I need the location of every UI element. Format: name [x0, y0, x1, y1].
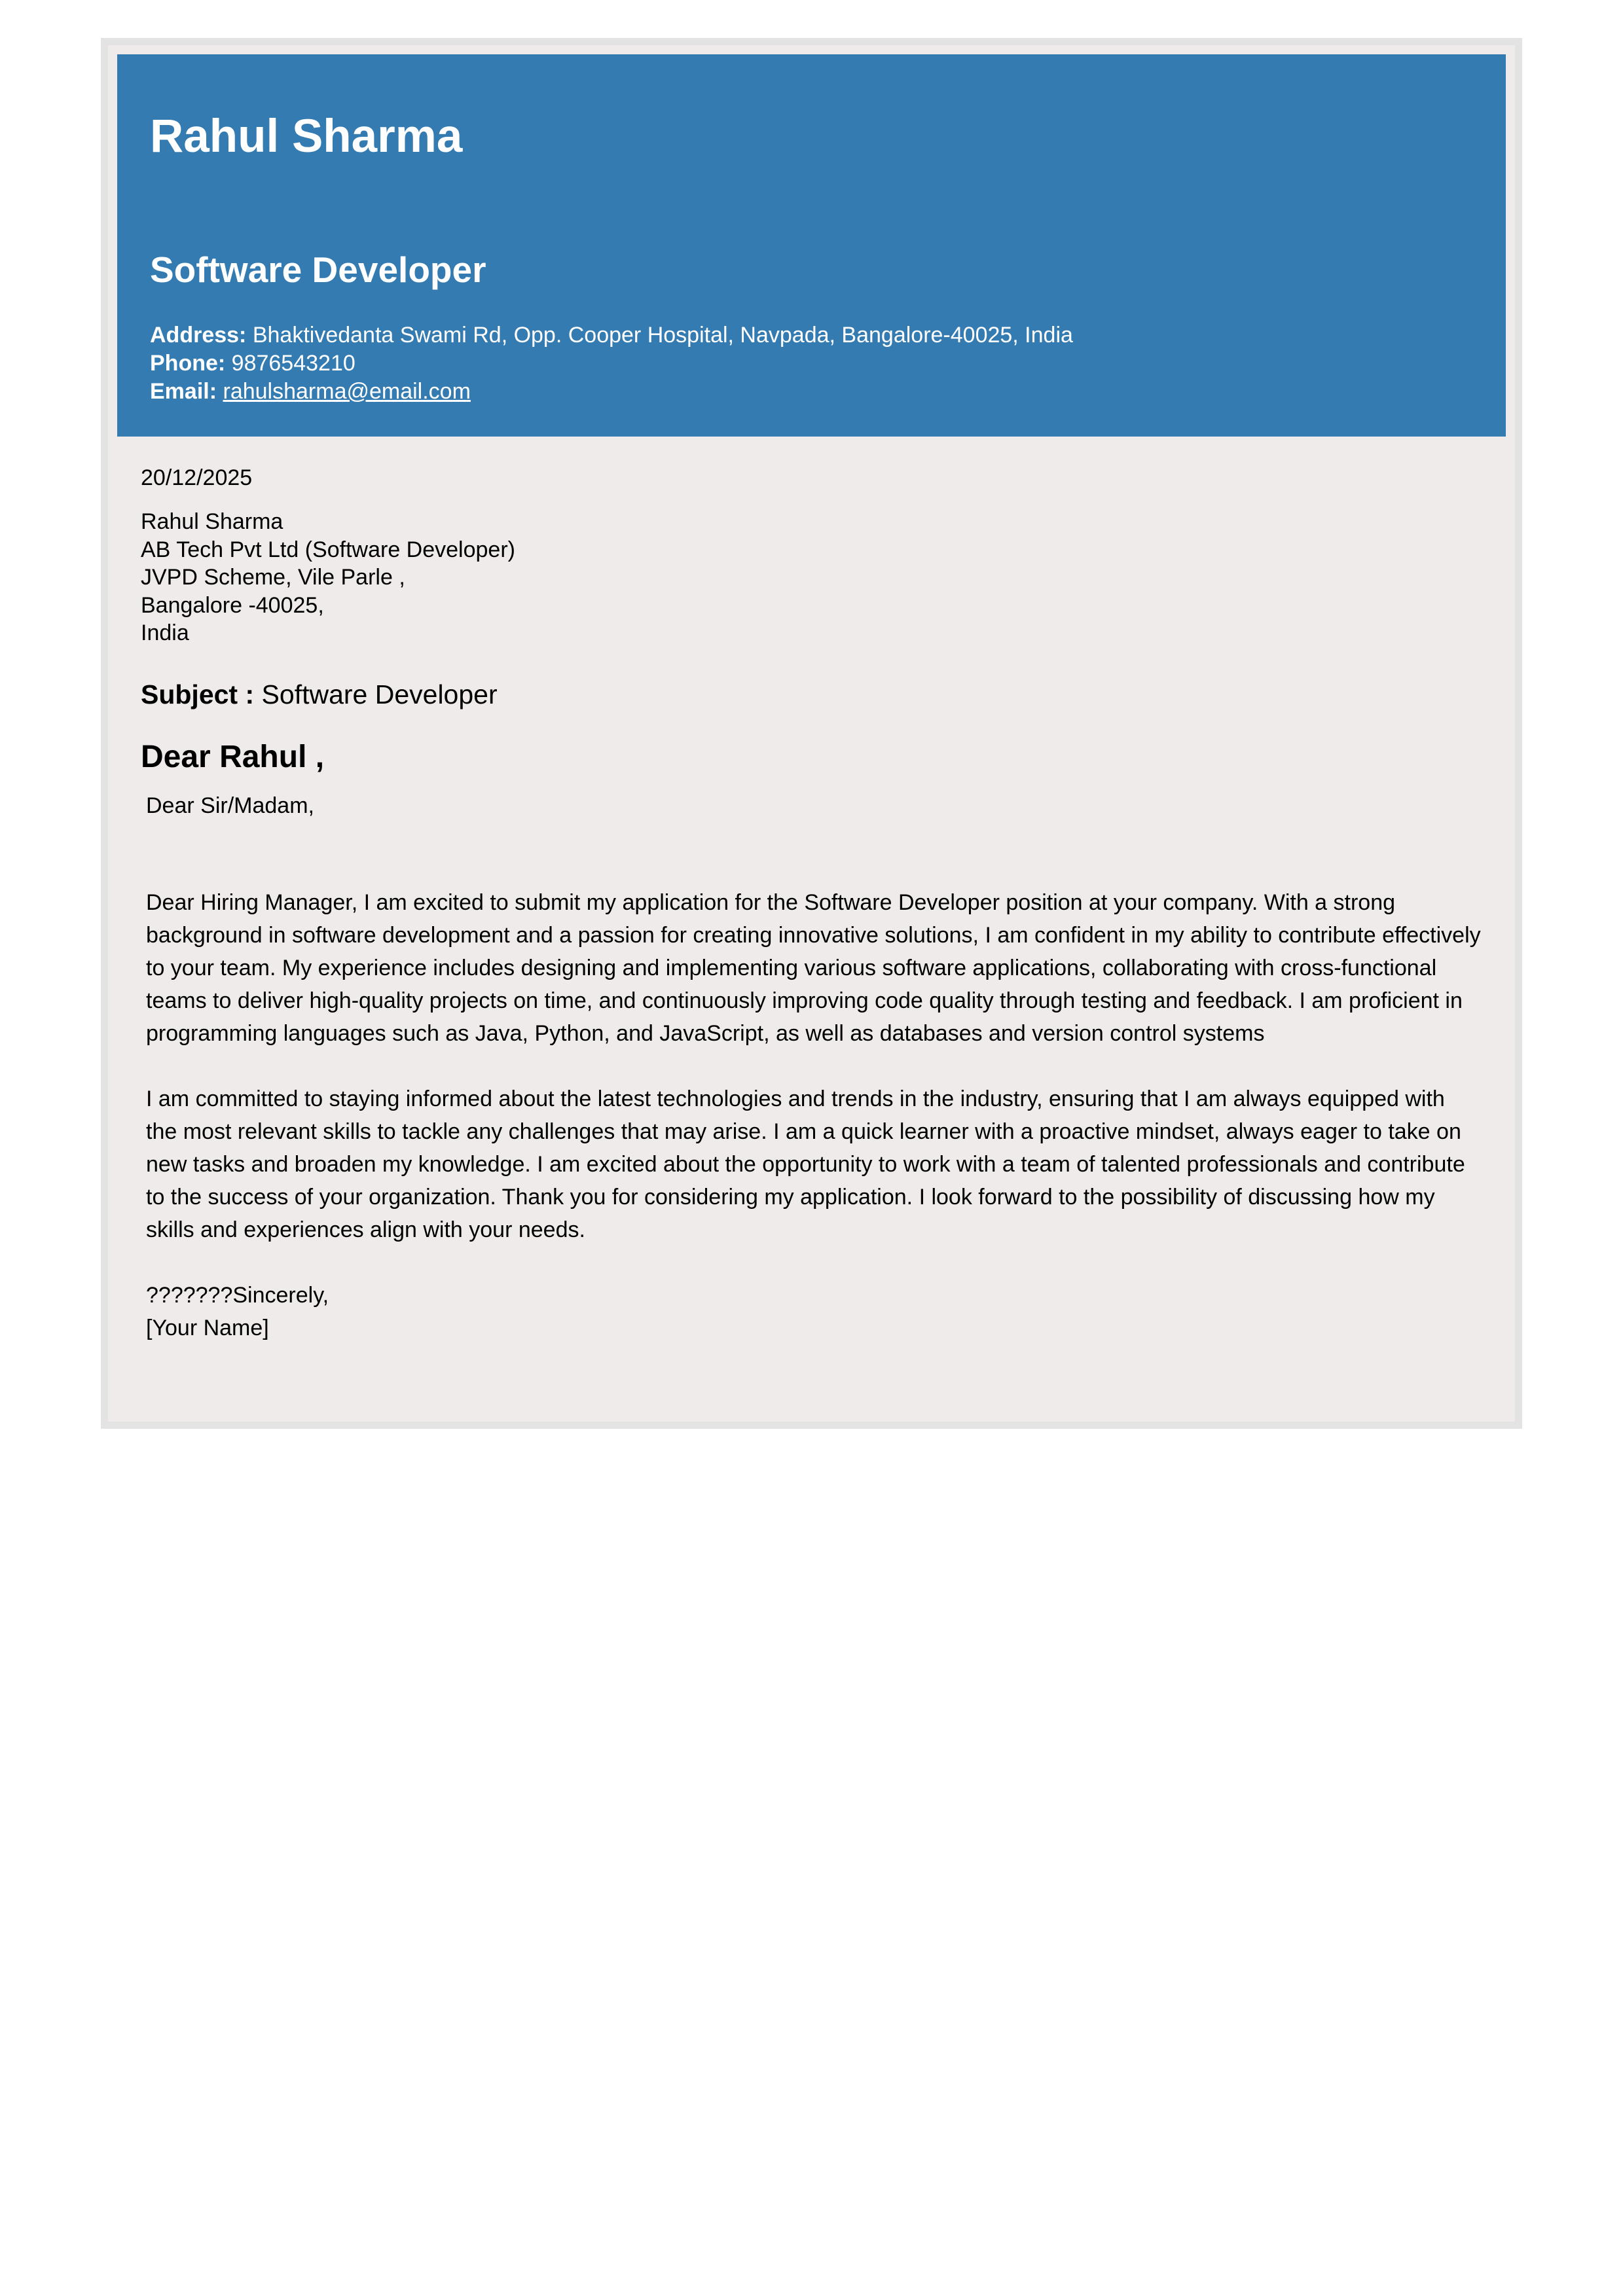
address-line — [150, 321, 1073, 350]
applicant-name: Rahul Sharma — [150, 111, 463, 162]
recipient-city: Bangalore -40025, — [141, 592, 324, 618]
header-band — [117, 54, 1506, 437]
phone-label: Phone: — [150, 351, 226, 376]
recipient-block — [141, 508, 1482, 647]
address-label: Address: — [150, 323, 247, 348]
body-paragraph-2: I am committed to staying informed about the latest technologies and trends in the industry, ensuring that I am always equipped with the most relevant skills to tackle any challenges that may arise. I am a quick learner with a proactive mindset, always eager to take on new tasks and broaden my knowledge. I am excited about the opportunity to work with a team of talented professionals and contribute to the success of your organization. Thank you for considering my application. I look forward to the possibility of discussing how my skills and experiences align with your needs. — [146, 1086, 1465, 1242]
recipient-name: Rahul Sharma — [141, 509, 283, 534]
subject-label: Subject : — [141, 679, 255, 709]
closing-block — [146, 1279, 1482, 1344]
letter-content — [146, 789, 1482, 1344]
contact-block — [150, 321, 1073, 406]
phone-value: 9876543210 — [231, 351, 356, 376]
closing-line: ???????Sincerely, — [146, 1282, 329, 1308]
salutation-heading: Dear Rahul , — [141, 739, 325, 774]
greeting: Dear Sir/Madam, — [146, 793, 314, 818]
email-link[interactable]: rahulsharma@email.com — [223, 379, 471, 404]
letter-body — [141, 464, 1482, 1344]
recipient-company: AB Tech Pvt Ltd (Software Developer) — [141, 537, 515, 562]
phone-line — [150, 350, 1073, 378]
recipient-country: India — [141, 620, 189, 645]
cover-letter-frame — [101, 38, 1522, 1429]
email-label: Email: — [150, 379, 217, 404]
subject-line — [141, 679, 1482, 710]
subject-value: Software Developer — [261, 679, 498, 709]
recipient-street: JVPD Scheme, Vile Parle , — [141, 565, 405, 590]
signature-placeholder: [Your Name] — [146, 1315, 269, 1340]
applicant-title: Software Developer — [150, 249, 486, 290]
email-line — [150, 378, 1073, 406]
address-value: Bhaktivedanta Swami Rd, Opp. Cooper Hospital, Navpada, Bangalore-40025, India — [252, 323, 1073, 348]
letter-date: 20/12/2025 — [141, 465, 253, 490]
body-paragraph-1: Dear Hiring Manager, I am excited to submit my application for the Software Developer position at your company. With a strong background in software development and a passion for creating innovative solutions, I am confident in my ability to contribute effectively to your team. My experience includes designing and implementing various software applications, collaborating with cross-functional teams to deliver high-quality projects on time, and continuously improving code quality through testing and feedback. I am proficient in programming languages such as Java, Python, and JavaScript, as well as databases and version control systems — [146, 889, 1481, 1046]
